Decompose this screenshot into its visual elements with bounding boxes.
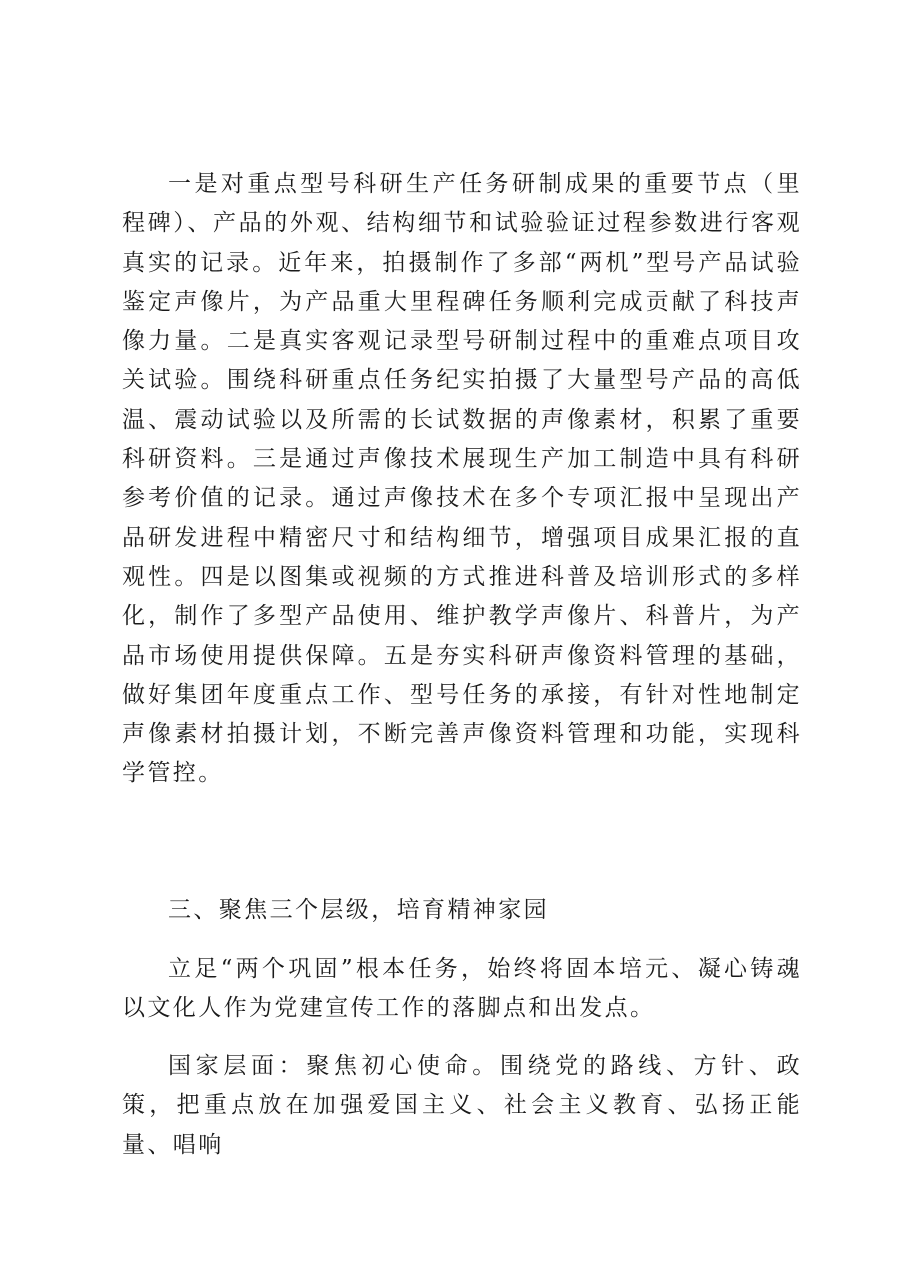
body-paragraph-national-level: 国家层面：聚焦初心使命。围绕党的路线、方针、政策，把重点放在加强爱国主义、社会主义教育、弘扬正能量、唱响 [122,1053,802,1158]
section-heading-three: 三、聚焦三个层级，培育精神家园 [168,897,549,923]
body-paragraph-achievements: 一是对重点型号科研生产任务研制成果的重要节点（里程碑）、产品的外观、结构细节和试验验证过程参数进行客观真实的记录。近年来，拍摄制作了多部“两机”型号产品试验鉴定声像片，为产品重大里程碑任务顺利完成贡献了科技声像力量。二是真实客观记录型号研制过程中的重难点项目攻关试验。围绕科研重点任务纪实拍摄了大量型号产品的高低温、震动试验以及所需的长试数据的声像素材，积累了重要科研资料。三是通过声像技术展现生产加工制造中具有科研参考价值的记录。通过声像技术在多个专项汇报中呈现出产品研发进程中精密尺寸和结构细节，增强项目成果汇报的直观性。四是以图集或视频的方式推进科普及培训形式的多样化，制作了多型产品使用、维护教学声像片、科普片，为产品市场使用提供保障。五是夯实科研声像资料管理的基础，做好集团年度重点工作、型号任务的承接，有针对性地制定声像素材拍摄计划，不断完善声像资料管理和功能，实现科学管控。 [122,171,802,787]
body-paragraph-foundation: 立足“两个巩固”根本任务，始终将固本培元、凝心铸魂以文化人作为党建宣传工作的落脚点和出发点。 [122,956,802,1022]
